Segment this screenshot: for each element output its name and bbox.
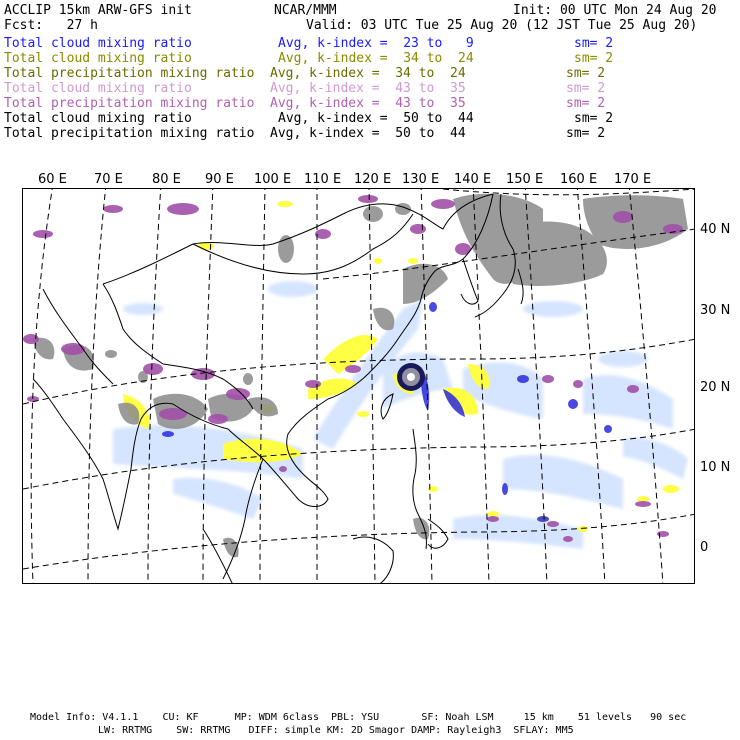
lon-label: 160 E [560, 172, 598, 187]
field-smoothing: sm= 2 [574, 36, 614, 51]
field-name: Total precipitation mixing ratio [4, 126, 255, 141]
lon-label: 90 E [205, 172, 234, 187]
field-name: Total precipitation mixing ratio [4, 66, 255, 81]
field-range: Avg, k-index = 50 to 44 [270, 126, 466, 141]
typhoon-vortex [397, 363, 425, 391]
lon-label: 110 E [304, 172, 342, 187]
field-smoothing: sm= 2 [566, 126, 606, 141]
map-canvas [23, 189, 695, 584]
field-smoothing: sm= 2 [566, 66, 606, 81]
model-info-line-1: Model Info: V4.1.1 CU: KF MP: WDM 6class PBL: YSU SF: Noah LSM 15 km 51 levels 90 sec [30, 712, 687, 723]
model-title: ACCLIP 15km ARW-GFS init [4, 3, 192, 18]
field-smoothing: sm= 2 [574, 111, 614, 126]
field-range: Avg, k-index = 50 to 44 [278, 111, 474, 126]
lat-label: 20 N [700, 380, 731, 395]
model-info-line-2: LW: RRTMG SW: RRTMG DIFF: simple KM: 2D Smagor DAMP: Rayleigh3 SFLAY: MM5 [98, 725, 574, 736]
lon-label: 60 E [38, 172, 67, 187]
forecast-hour: Fcst: 27 h [4, 18, 98, 33]
field-smoothing: sm= 2 [566, 96, 606, 111]
field-name: Total cloud mixing ratio [4, 36, 192, 51]
valid-time: Valid: 03 UTC Tue 25 Aug 20 (12 JST Tue 25 Aug 20) [306, 18, 698, 33]
lat-label: 40 N [700, 222, 731, 237]
organization: NCAR/MMM [274, 3, 337, 18]
field-name: Total cloud mixing ratio [4, 51, 192, 66]
field-range: Avg, k-index = 34 to 24 [270, 66, 466, 81]
lon-label: 100 E [254, 172, 292, 187]
lon-label: 70 E [94, 172, 123, 187]
lat-label: 10 N [700, 460, 731, 475]
lon-label: 140 E [454, 172, 492, 187]
lon-label: 130 E [402, 172, 440, 187]
field-smoothing: sm= 2 [574, 51, 614, 66]
lon-label: 120 E [354, 172, 392, 187]
field-smoothing: sm= 2 [566, 81, 606, 96]
init-time: Init: 00 UTC Mon 24 Aug 20 [513, 3, 717, 18]
map-panel [22, 188, 695, 584]
field-name: Total precipitation mixing ratio [4, 96, 255, 111]
field-range: Avg, k-index = 23 to 9 [278, 36, 474, 51]
field-range: Avg, k-index = 43 to 35 [270, 96, 466, 111]
field-range: Avg, k-index = 43 to 35 [270, 81, 466, 96]
field-name: Total cloud mixing ratio [4, 81, 192, 96]
lon-label: 150 E [506, 172, 544, 187]
field-range: Avg, k-index = 34 to 24 [278, 51, 474, 66]
lat-label: 30 N [700, 303, 731, 318]
lon-label: 80 E [152, 172, 181, 187]
lon-label: 170 E [614, 172, 652, 187]
lat-label: 0 [700, 540, 709, 555]
field-name: Total cloud mixing ratio [4, 111, 192, 126]
